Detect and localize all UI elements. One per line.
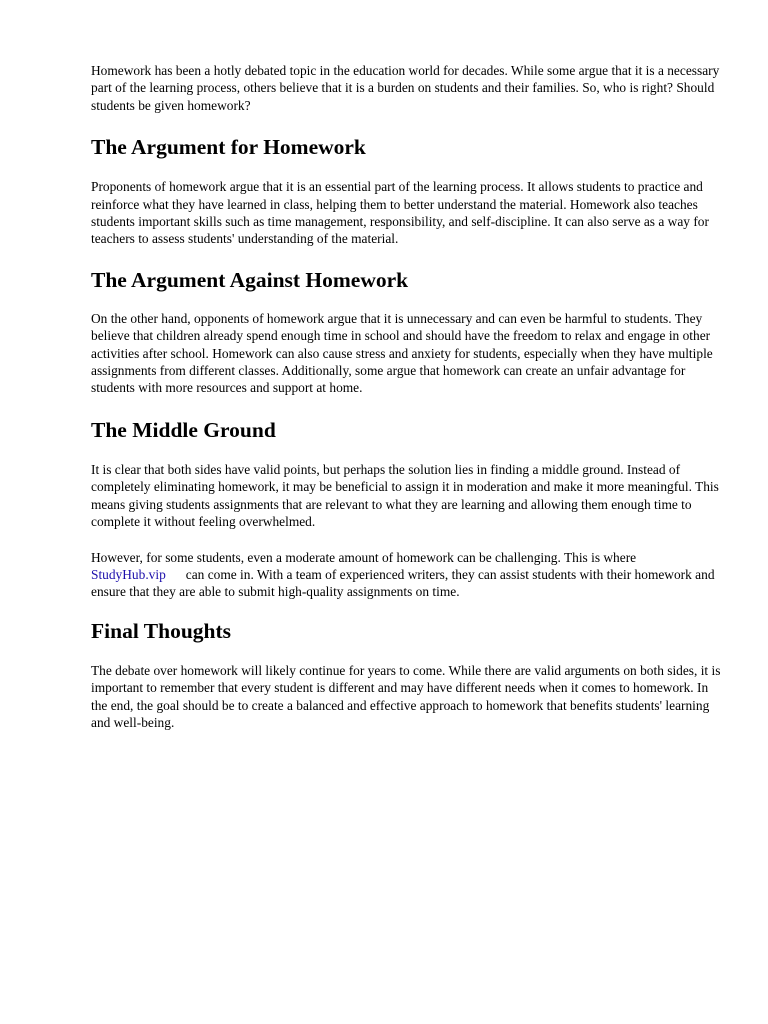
document-page bbox=[91, 62, 727, 731]
paragraph-final-thoughts: The debate over homework will likely continue for years to come. While there are valid arguments on both sides, it is important to remember that every student is different and may have different needs when it comes to homework. In the end, the goal should be to create a balanced and effective approach to homework that benefits students' learning and well-being. bbox=[91, 662, 721, 730]
studyhub-text-before: However, for some students, even a moderate amount of homework can be challenging. This is where bbox=[91, 549, 637, 565]
heading-argument-against: The Argument Against Homework bbox=[91, 267, 409, 292]
paragraph-argument-for: Proponents of homework argue that it is an essential part of the learning process. It allows students to practice and reinforce what they have learned in class, helping them to better understand the material. Homework also teaches students important skills such as time management, responsibility, and self-discipline. It can also serve as a way for teachers to assess students' understanding of the material. bbox=[91, 179, 709, 247]
heading-final-thoughts: Final Thoughts bbox=[91, 618, 232, 643]
intro-paragraph: Homework has been a hotly debated topic in the education world for decades. While some argue that it is a necessary part of the learning process, others believe that it is a burden on students and their families. So, who is right? Should students be given homework? bbox=[91, 63, 720, 113]
studyhub-link[interactable]: StudyHub.vip bbox=[91, 566, 166, 582]
heading-middle-ground: The Middle Ground bbox=[91, 417, 276, 442]
heading-argument-for: The Argument for Homework bbox=[91, 135, 366, 160]
studyhub-text-after: can come in. With a team of experienced writers, they can assist students with their homework and ensure that they are able to submit high-quality assignments on time. bbox=[91, 566, 715, 600]
paragraph-middle-ground: It is clear that both sides have valid points, but perhaps the solution lies in finding a middle ground. Instead of completely eliminating homework, it may be beneficial to assign it in moderation and make it more meaningful. This means giving students assignments that are relevant to what they are learning and allowing them enough time to complete it without feeling overwhelmed. bbox=[91, 461, 719, 530]
paragraph-argument-against: On the other hand, opponents of homework argue that it is unnecessary and can even be harmful to students. They believe that children already spend enough time in school and should have the freedom to relax and engage in other activities after school. Homework can also cause stress and anxiety for students, especially when they have multiple assignments from different classes. Additionally, some argue that homework can create an unfair advantage for students with more resources and support at home. bbox=[91, 310, 713, 396]
paragraph-middle-ground-studyhub bbox=[91, 549, 727, 601]
